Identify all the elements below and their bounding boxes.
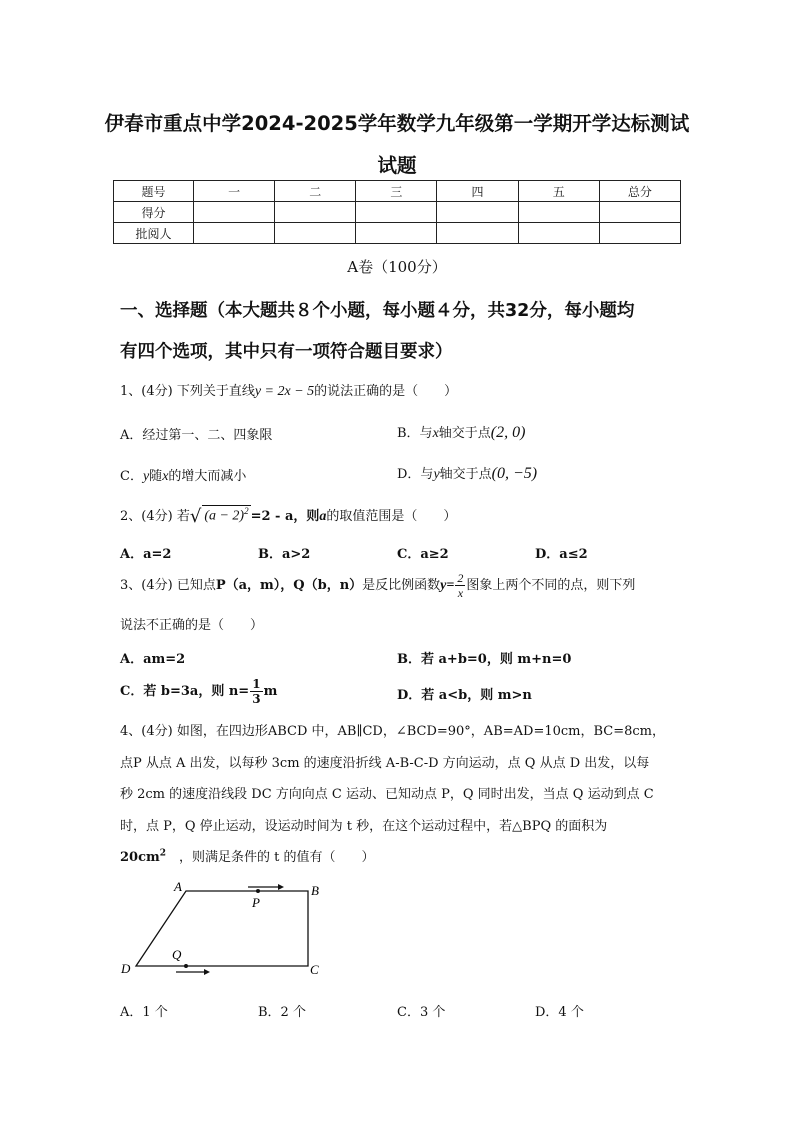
q1-option-b-post: 轴交于点 (438, 426, 491, 441)
q4-option-d: D．4 个 (535, 1005, 584, 1020)
q3-suffix: 图象上两个不同的点，则下列 (466, 578, 636, 593)
score-cell (518, 223, 599, 244)
q2-option-d: D．a≤2 (535, 547, 588, 562)
q3-option-c-post: m (263, 684, 278, 699)
q4-area-value: 20cm (120, 850, 160, 865)
score-table (113, 180, 681, 244)
vertex-label-b: B (311, 883, 319, 898)
question-4-line1: 4、(4分) 如图，在四边形ABCD 中，AB∥CD，∠BCD=90°，AB=AD=10cm，BC=8cm， (120, 724, 666, 739)
q1-option-d-post: 轴交于点 (439, 467, 492, 482)
q3-fraction-numerator: 2 (457, 571, 464, 585)
q2-prefix: 2、(4分) 若 (120, 509, 190, 524)
question-4-line4: 时，点 P，Q 停止运动，设运动时间为 t 秒，在这个运动过程中，若△BPQ 的面积为 (120, 819, 608, 834)
q3-option-c-denominator: 3 (252, 692, 261, 706)
point-label-p: P (252, 895, 260, 910)
score-header-cell: 五 (518, 181, 599, 202)
section1-heading-line1: 一、选择题（本大题共８个小题，每小题４分，共32分，每小题均 (120, 301, 635, 321)
section1-heading-line2: 有四个选项，其中只有一项符合题目要求） (120, 342, 453, 362)
q1-equation: y = 2x − 5 (254, 384, 315, 399)
q1-option-d-point: (0, −5) (491, 465, 538, 482)
q1-option-b-var: x (432, 426, 439, 441)
q2-option-b: B．a>2 (258, 547, 311, 562)
q1-option-d-var: y (433, 467, 440, 482)
score-cell (437, 223, 518, 244)
question-4-line5 (120, 846, 375, 865)
score-cell (437, 202, 518, 223)
score-header-cell: 总分 (599, 181, 680, 202)
question-1-stem (120, 380, 457, 400)
score-cell (518, 202, 599, 223)
vertex-label-a: A (174, 879, 182, 894)
q3-prefix: 3、(4分) 已知点 (120, 578, 216, 593)
q3-option-c (120, 678, 277, 705)
q1-option-c-pre: C． (120, 469, 143, 484)
q3-option-a: A．am=2 (120, 652, 186, 667)
q1-suffix: 的说法正确的是（ ） (314, 384, 458, 399)
q2-option-c: C．a≥2 (397, 547, 449, 562)
q1-option-c-mid: 随 (149, 469, 163, 484)
q3-func-y: y= (440, 578, 455, 593)
score-cell (356, 223, 437, 244)
q4-area-exponent: 2 (159, 848, 167, 859)
q4-line5-suffix: ，则满足条件的 t 的值有（ ） (166, 850, 375, 865)
q2-radicand-base: (a − 2) (204, 509, 245, 524)
question-3-stem-line2: 说法不正确的是（ ） (120, 618, 264, 633)
point-p-dot (256, 889, 260, 893)
q1-option-a-text: A．经过第一、二、四象限 (120, 428, 273, 443)
q1-option-b (397, 422, 525, 442)
score-header-cell: 一 (194, 181, 275, 202)
score-cell (275, 202, 356, 223)
q2-radicand (202, 505, 250, 525)
q1-option-a (120, 424, 272, 443)
vertex-label-c: C (310, 962, 319, 977)
question-2-stem (120, 505, 456, 527)
q3-option-c-pre: C．若 b=3a，则 n= (120, 684, 250, 699)
score-table-row (114, 202, 681, 223)
q1-option-c-post: 的增大而减小 (168, 469, 247, 484)
q3-fraction-denominator: x (457, 586, 464, 600)
q4-option-a: A．1 个 (120, 1005, 168, 1020)
vertex-label-d: D (121, 961, 131, 976)
q4-trapezoid-figure (112, 876, 342, 986)
score-header-cell: 二 (275, 181, 356, 202)
q3-option-c-numerator: 1 (252, 677, 261, 691)
q3-mid: 是反比例函数 (362, 578, 441, 593)
exam-title-line2: 试题 (377, 154, 417, 177)
trapezoid-abcd (136, 891, 308, 966)
q-arrow-head (204, 969, 210, 975)
q4-option-c: C．3 个 (397, 1005, 446, 1020)
q1-option-d (397, 463, 537, 483)
score-row-label: 得分 (114, 202, 194, 223)
score-cell (599, 223, 680, 244)
exam-title-line1: 伊春市重点中学2024-2025学年数学九年级第一学期开学达标测试 (104, 112, 690, 135)
q2-equation-rhs: =2 - a，则 (250, 509, 320, 524)
q1-prefix: 1、(4分) 下列关于直线 (120, 384, 255, 399)
q3-option-c-fraction (250, 678, 262, 705)
score-cell (275, 223, 356, 244)
q1-option-c-var2: x (162, 469, 169, 484)
score-header-cell: 题号 (114, 181, 194, 202)
point-q-dot (184, 964, 188, 968)
q1-option-b-pre: B．与 (397, 426, 433, 441)
score-cell (194, 202, 275, 223)
q2-suffix: 的取值范围是（ ） (326, 509, 457, 524)
score-table-row (114, 223, 681, 244)
q3-option-d: D．若 a<b，则 m>n (397, 688, 532, 703)
q3-option-b: B．若 a+b=0，则 m+n=0 (397, 652, 572, 667)
q1-option-c-var: y (142, 469, 150, 484)
score-header-cell: 四 (437, 181, 518, 202)
question-4-line3: 秒 2cm 的速度沿线段 DC 方向向点 C 运动、已知动点 P，Q 同时出发，当点 Q 运动到点 C (120, 787, 654, 802)
question-4-line2: 点P 从点 A 出发，以每秒 3cm 的速度沿折线 A-B-C-D 方向运动，点 Q 从点 D 出发，以每 (120, 756, 650, 771)
q2-option-a: A．a=2 (120, 547, 172, 562)
q3-points: P（a，m），Q（b，n） (215, 578, 363, 593)
score-row-label: 批阅人 (114, 223, 194, 244)
point-label-q: Q (172, 947, 182, 962)
score-cell (194, 223, 275, 244)
q4-option-b: B．2 个 (258, 1005, 306, 1020)
q1-option-c (120, 465, 246, 485)
q1-option-d-pre: D．与 (397, 467, 434, 482)
question-3-stem-line1 (120, 572, 635, 599)
score-cell (599, 202, 680, 223)
sqrt-symbol: √ (189, 506, 202, 527)
q3-fraction (455, 572, 465, 599)
q2-var: a (319, 509, 327, 524)
q1-option-b-point: (2, 0) (490, 424, 526, 441)
score-cell (356, 202, 437, 223)
score-table-header-row (114, 181, 681, 202)
q2-radicand-exponent: 2 (244, 506, 249, 517)
paper-section-a-heading: A卷（100分） (347, 258, 447, 276)
p-arrow-head (278, 884, 284, 890)
score-header-cell: 三 (356, 181, 437, 202)
